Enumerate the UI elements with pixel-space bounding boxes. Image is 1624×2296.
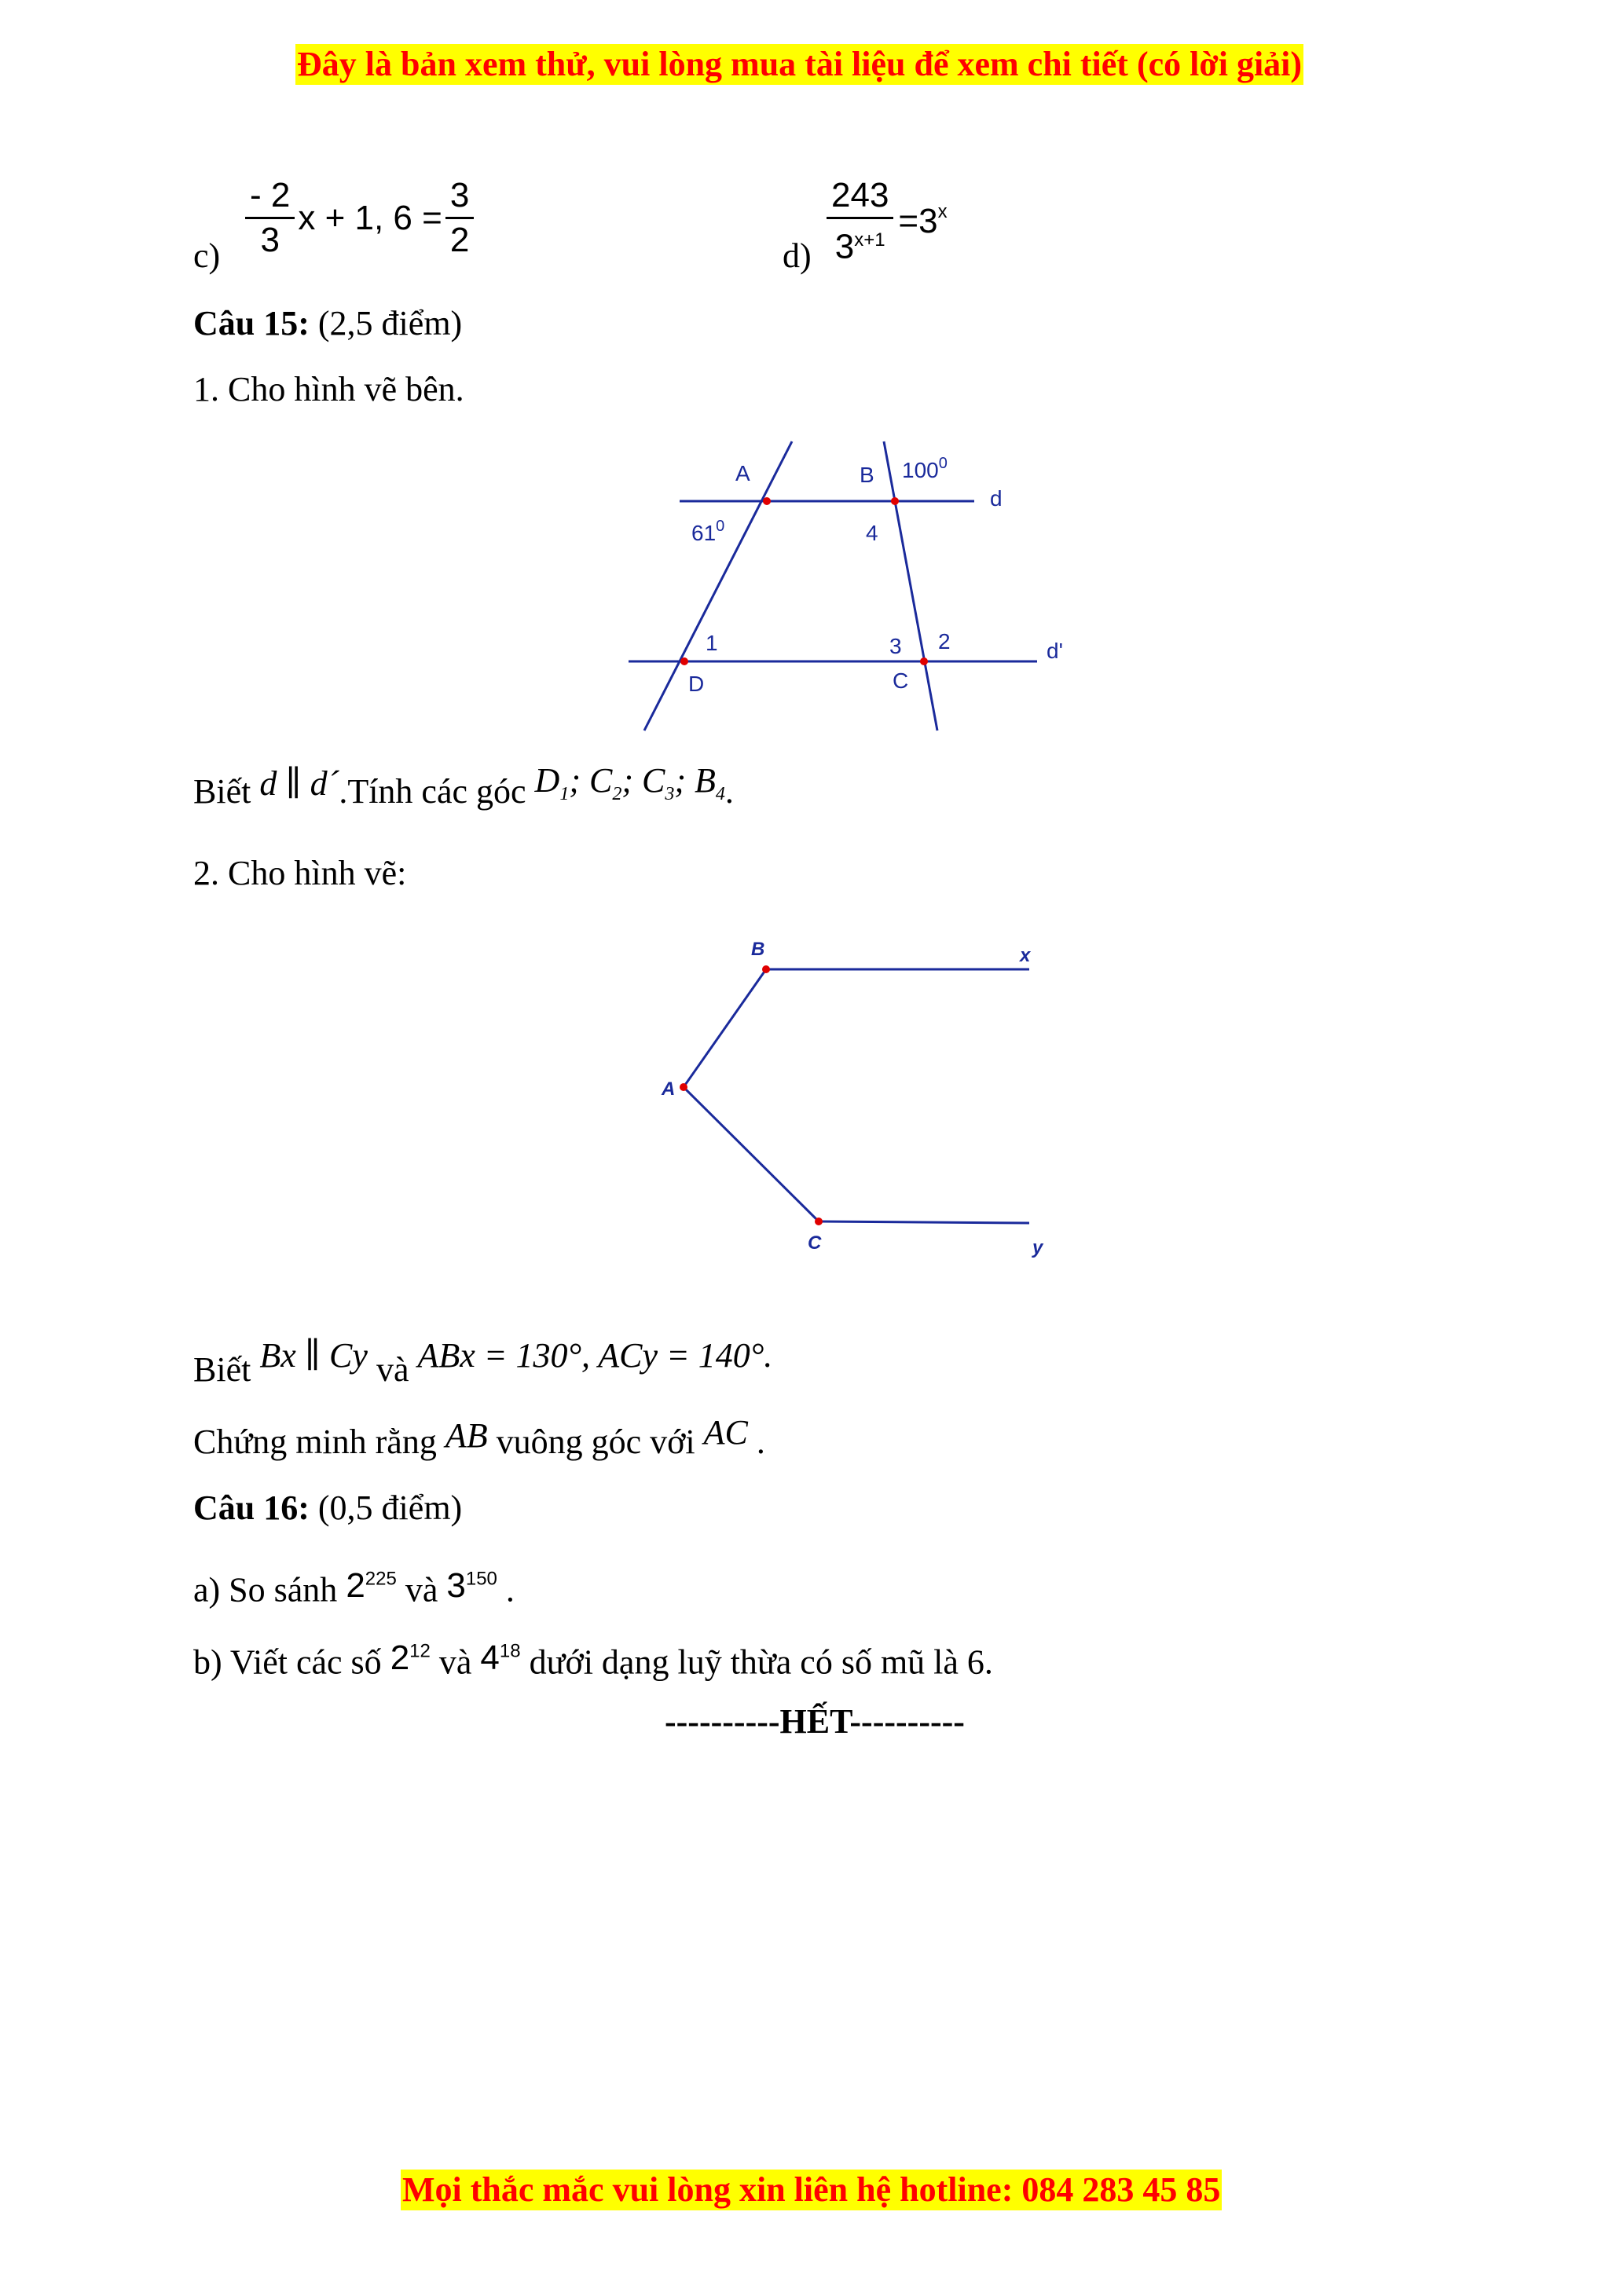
point-b: [891, 497, 899, 505]
exercise-d-equation: [827, 174, 948, 269]
power-4-18: $4^{18}$: [480, 1638, 521, 1677]
given1-prefix: Biết: [193, 772, 260, 811]
exercise-d-label: d): [783, 236, 812, 275]
point-d: [680, 657, 688, 665]
angle-1: $C_2$;: [588, 761, 642, 804]
label-a: A: [662, 1078, 676, 1100]
preview-banner: Đây là bản xem thử, vui lòng mua tài liệu để xem chi tiết (có lời giải): [297, 45, 1303, 83]
fraction-denominator: [830, 219, 890, 269]
label-d-point: D: [688, 672, 705, 696]
label-c: C: [893, 668, 909, 693]
power-3-150: $3^{150}$: [446, 1565, 497, 1605]
q15-given2: [193, 1336, 773, 1390]
point-c: [920, 657, 928, 665]
q15-given1: [193, 761, 734, 826]
a-and: và: [396, 1570, 447, 1609]
angle-0: $D_1$;: [534, 761, 589, 804]
q16-part-b: [193, 1635, 993, 1683]
prove-end: .: [747, 1423, 765, 1461]
given2-prefix: Biết: [193, 1350, 260, 1389]
angle-3: $B_4$: [695, 761, 725, 804]
rhs-exponent: x: [937, 201, 948, 222]
fraction-numerator: 3: [445, 174, 474, 219]
fraction-denominator: 2: [449, 221, 470, 259]
segment-ac: [684, 1087, 819, 1221]
given2-and: và: [367, 1350, 418, 1389]
label-angle-1: 1: [706, 631, 718, 655]
q16-heading: [193, 1488, 462, 1529]
exercise-c-equation: [245, 174, 474, 262]
point-a: [763, 497, 771, 505]
fraction-denominator: 3: [260, 221, 280, 259]
q15-prove: [193, 1413, 765, 1463]
q16-part-a: [193, 1563, 515, 1611]
prove-ac: AC: [703, 1413, 748, 1452]
label-d-prime: d': [1047, 639, 1063, 663]
fraction-243: [827, 174, 893, 269]
prove-ab: AB: [445, 1416, 488, 1455]
label-angle-2: 2: [938, 629, 951, 654]
label-d: d: [990, 486, 1003, 511]
label-y: y: [1032, 1237, 1043, 1258]
segment-ab: [684, 969, 766, 1087]
label-b: B: [860, 463, 874, 487]
den-exponent: x+1: [854, 229, 885, 251]
figure-bent-lines: [644, 927, 1069, 1273]
label-angle-4: 4: [866, 521, 878, 545]
fraction-rhs: [445, 174, 474, 262]
q15-title: Câu 15:: [193, 304, 310, 342]
q15-part1: 1. Cho hình vẽ bên.: [193, 370, 464, 408]
a-end: .: [497, 1570, 515, 1609]
label-a: A: [735, 461, 750, 485]
point-a: [680, 1083, 687, 1091]
point-b: [762, 965, 770, 973]
given1-parallel: d ∥ d´: [259, 764, 339, 803]
transversal-ad: [644, 441, 792, 731]
figure-parallel-lines: [613, 432, 1084, 738]
q15-part2: 2. Cho hình vẽ:: [193, 854, 407, 892]
label-angle-100: $100^0$: [902, 455, 948, 482]
a-prefix: a) So sánh: [193, 1570, 346, 1609]
power-2-12: $2^{12}$: [390, 1638, 431, 1677]
q16-points: (0,5 điểm): [309, 1489, 463, 1527]
given2-parallel: Bx ∥ Cy: [259, 1336, 368, 1375]
given2-angles: ABx = 130°, ACy = 140°.: [417, 1336, 773, 1375]
label-x: x: [1020, 945, 1031, 966]
given1-end: .: [724, 772, 734, 811]
label-c: C: [808, 1232, 822, 1254]
q15-heading: [193, 303, 462, 344]
q15-points: (2,5 điểm): [309, 304, 463, 342]
rhs-base: =3: [898, 201, 938, 240]
exercise-c-label: c): [193, 236, 221, 275]
q16-title: Câu 16:: [193, 1489, 310, 1527]
point-c: [815, 1218, 823, 1225]
hotline-banner: Mọi thắc mắc vui lòng xin liên hệ hotline: 084 283 45 85: [402, 2170, 1221, 2209]
prove-prefix: Chứng minh rằng: [193, 1423, 445, 1461]
b-and: và: [430, 1642, 481, 1682]
prove-mid: vuông góc với: [487, 1423, 704, 1461]
ray-cy: [819, 1221, 1029, 1223]
equation-middle: x + 1, 6 =: [298, 198, 442, 237]
fraction-lhs: [245, 174, 295, 262]
given1-mid: .Tính các góc: [339, 772, 535, 811]
b-end: dưới dạng luỹ thừa có số mũ là 6.: [520, 1642, 993, 1682]
angle-2: $C_3$;: [641, 761, 695, 804]
end-mark: ----------HẾT----------: [665, 1702, 965, 1741]
label-angle-3: 3: [889, 634, 902, 658]
label-angle-61: $61^0$: [691, 518, 725, 545]
den-base: 3: [834, 227, 855, 266]
label-b: B: [751, 939, 765, 960]
angle-list: [534, 761, 725, 804]
fraction-numerator: 243: [827, 174, 893, 219]
b-prefix: b) Viết các số: [193, 1642, 390, 1682]
power-2-225: $2^{225}$: [346, 1565, 397, 1605]
fraction-numerator: - 2: [245, 174, 295, 219]
